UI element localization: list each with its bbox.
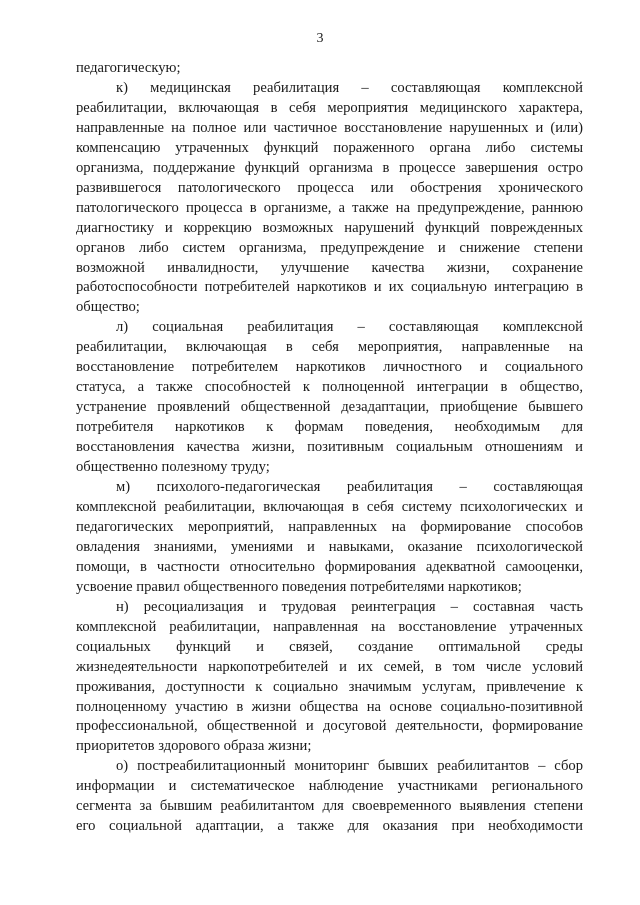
text-line: восстановления качества жизни, позитивным социальным отношениям и (76, 439, 583, 456)
text-line: реабилитации, включающая в себя мероприятия медицинского характера, (76, 99, 583, 116)
text-line: патологического процесса в организме, а также на предупреждение, раннюю (76, 199, 583, 216)
text-line: комплексной реабилитации, включающая в себя систему психологических и (76, 498, 583, 515)
paragraph-k (76, 79, 583, 318)
text-line: овладения знаниями, умениями и навыками, оказание психологической (76, 538, 583, 555)
text-line: педагогическую; (76, 60, 181, 76)
text-line: компенсацию утраченных функций пораженного органа либо системы (76, 139, 583, 156)
text-line: диагностику и коррекцию возможных нарушений функций поврежденных (76, 219, 583, 236)
text-line: приоритетов здорового образа жизни; (76, 738, 312, 755)
text-line: педагогических мероприятий, направленных на формирование способов (76, 518, 583, 535)
text-line: восстановление потребителем наркотиков личностного и социального (76, 359, 583, 376)
text-line: общество; (76, 299, 140, 316)
text-line: проживания, доступности к социально значимым услугам, привлечение к (76, 678, 583, 695)
text-line: жизнедеятельности наркопотребителей и их семей, в том числе условий (76, 658, 583, 675)
paragraph-m (76, 478, 583, 598)
text-line: общественно полезному труду; (76, 459, 270, 476)
text-line: его социальной адаптации, а также для оказания при необходимости (76, 818, 583, 835)
text-line: о) постреабилитационный мониторинг бывших реабилитантов – сбор (116, 758, 583, 775)
text-line: возможной инвалидности, улучшение качества жизни, сохранение (76, 259, 583, 276)
text-line: статуса, а также способностей к полноценной интеграции в общество, (76, 379, 583, 396)
text-line: социальных функций и связей, создание оптимальной среды (76, 638, 583, 655)
text-line: информации и систематическое наблюдение участниками регионального (76, 778, 583, 795)
text-line: развившегося патологического процесса или обострения хронического (76, 179, 583, 196)
page-number: 3 (316, 31, 324, 46)
text-line: органов либо систем организма, предупреждение и снижение степени (76, 239, 583, 256)
text-line: к) медицинская реабилитация – составляющая комплексной (116, 79, 583, 96)
text-line: сегмента за бывшим реабилитантом для своевременного выявления степени (76, 798, 583, 815)
text-line: полноценному участию в жизни общества на основе социально-позитивной (76, 698, 583, 715)
text-line: потребителя наркотиков к формам поведения, необходимым для (76, 419, 583, 436)
text-line: м) психолого-педагогическая реабилитация – составляющая (116, 479, 583, 496)
text-line: устранение проявлений общественной дезадаптации, приобщение бывшего (76, 399, 583, 416)
text-line: направленные на полное или частичное восстановление нарушенных и (или) (76, 119, 583, 136)
text-line: усвоение правил общественного поведения потребителями наркотиков; (76, 578, 522, 595)
paragraph-l (76, 318, 583, 478)
text-line: л) социальная реабилитация – составляющая комплексной (116, 319, 583, 336)
paragraph-continuation (76, 59, 583, 79)
text-line: работоспособности потребителей наркотиков и их социальную интеграцию в (76, 279, 583, 296)
text-line: н) ресоциализация и трудовая реинтеграция – составная часть (116, 598, 583, 615)
text-line: помощи, в частности относительно формирования адекватной самооценки, (76, 558, 583, 575)
text-line: реабилитации, включающая в себя мероприятия, направленные на (76, 339, 583, 356)
text-line: профессиональной, общественной и досуговой деятельности, формирование (76, 718, 583, 735)
paragraph-n (76, 598, 583, 758)
document-body (76, 59, 583, 837)
text-line: комплексной реабилитации, направленная на восстановление утраченных (76, 618, 583, 635)
text-line: организма, поддержание функций организма в процессе завершения остро (76, 159, 583, 176)
paragraph-o (76, 757, 583, 837)
